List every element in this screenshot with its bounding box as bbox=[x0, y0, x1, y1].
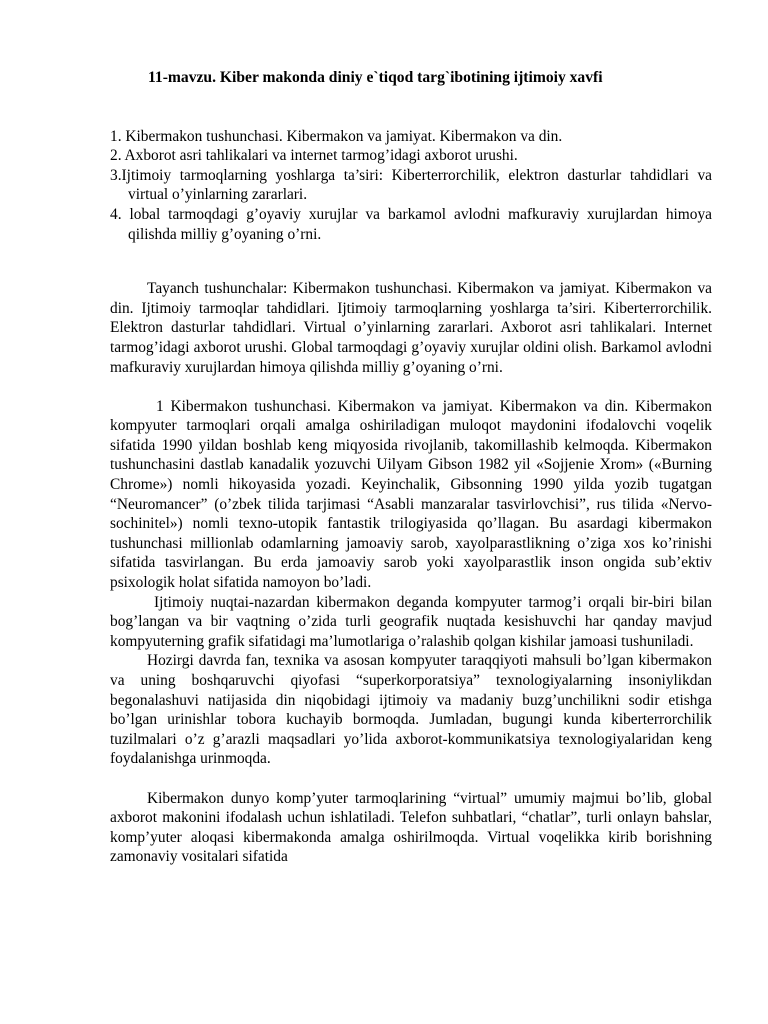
key-concepts-paragraph: Tayanch tushunchalar: Kibermakon tushunchasi. Kibermakon va jamiyat. Kibermakon va din. Ijtimoiy tarmoqlar tahdidlari. Ijtimoiy tarmoqlarning yoshlarga ta’siri. Kiberterrorchilik. Elektron dasturlar tahdidlari. Virtual o’yinlarning zararlari. Axborot asri tahlikalari. Internet tarmog’idagi axborot urushi. Global tarmoqdagi g’oyaviy xurujlar oldini olish. Barkamol avlodni mafkuraviy xurujlardan himoya qilishda milliy g’oyaning o’rni. bbox=[110, 280, 712, 376]
document-page bbox=[110, 68, 712, 867]
spacer bbox=[110, 769, 712, 789]
topic-outline bbox=[110, 127, 712, 245]
document-title: 11-mavzu. Kiber makonda diniy e`tiqod targ`ibotining ijtimoiy xavfi bbox=[148, 69, 603, 86]
outline-item: 2. Axborot asri tahlikalari va internet tarmog’idagi axborot urushi. bbox=[110, 147, 518, 165]
outline-item: 4. lobal tarmoqdagi g’oyaviy xurujlar va barkamol avlodni mafkuraviy xurujlardan himoya qilishda milliy g’oyaning o’rni. bbox=[110, 205, 712, 243]
section-1-paragraph-3: Hozirgi davrda fan, texnika va asosan kompyuter taraqqiyoti mahsuli bo’lgan kibermakon va uning boshqaruvchi qiyofasi “superkorporatsiya” texnologiyalarning insoniylikdan begonalashuvi natijasida din niqobidagi ijtimoiy va madaniy buzg’unchilikni sodir etishga bo’lgan urinishlar tobora kuchayib bormoqda. Jumladan, bugungi kunda kiberterrorchilik tuzilmalari o’z g’arazli maqsadlari yo’lida axborot-kommunikatsiya texnologiyalaridan keng foydalanishga urinmoqda. bbox=[110, 652, 712, 768]
spacer bbox=[110, 377, 712, 397]
spacer bbox=[110, 260, 712, 280]
section-1-paragraph-4: Kibermakon dunyo komp’yuter tarmoqlarining “virtual” umumiy majmui bo’lib, global axborot makonini ifodalash uchun ishlatiladi. Telefon suhbatlari, “chatlar”, turli onlayn bahslar, komp’yuter aloqasi kibermakonda amalga oshirilmoqda. Virtual voqelikka kirib borishning zamonaviy vositalari sifatida bbox=[110, 789, 712, 866]
section-1-paragraph-1: 1 Kibermakon tushunchasi. Kibermakon va jamiyat. Kibermakon va din. Kibermakon kompyuter tarmoqlari orqali amalga oshiriladigan muloqot maydonini ifodalovchi voqelik sifatida 1990 yildan boshlab keng miqyosida rivojlanib, takomillashib kelmoqda. Kibermakon tushunchasini dastlab kanadalik yozuvchi Uilyam Gibson 1982 yil «Sojjenie Xrom» («Burning Chrome») nomli hikoyasida yozadi. Keyinchalik, Gibsonning 1990 yilda yozib tugatgan “Neuromancer” (o’zbek tilida tarjimasi “Asabli manzaralar tasvirlovchisi”, rus tilida «Nervo-sochinitel») nomli texno-utopik fantastik trilogiyasida qo’llagan. Bu asardagi kibermakon tushunchasi millionlab odamlarning jamoaviy sarob, xayolparastlikning o’ziga xos ko’rinishi sifatida tasvirlangan. Bu erda jamoaviy sarob yoki xayolparastlik inson ongida sub’ektiv psixologik holat sifatida namoyon bo’ladi. bbox=[110, 397, 712, 592]
outline-item: 1. Kibermakon tushunchasi. Kibermakon va jamiyat. Kibermakon va din. bbox=[110, 127, 563, 145]
section-1-paragraph-2: Ijtimoiy nuqtai-nazardan kibermakon deganda kompyuter tarmog’i orqali bir-biri bilan bog’langan va bir vaqtning o’zida turli geografik nuqtada kesishuvchi har qanday mavjud kompyuterning grafik sifatidagi ma’lumotlariga o’ralashib qolgan kishilar jamoasi tushuniladi. bbox=[110, 593, 712, 650]
outline-item: 3.Ijtimoiy tarmoqlarning yoshlarga ta’siri: Kiberterrorchilik, elektron dasturlar tahdidlari va virtual o’yinlarning zararlari. bbox=[110, 166, 712, 204]
